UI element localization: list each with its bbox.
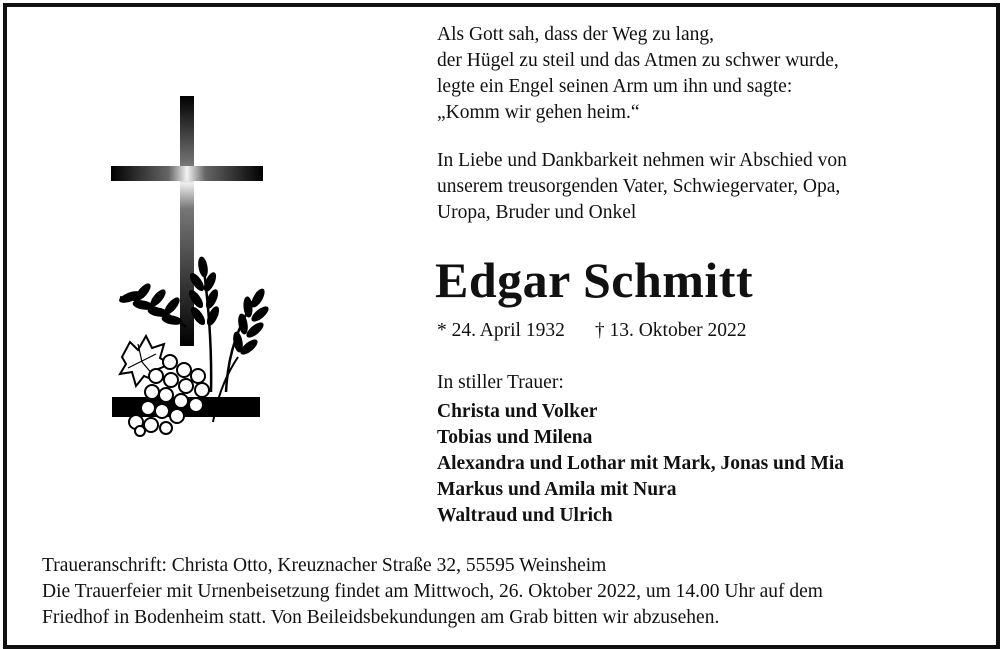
life-dates xyxy=(437,318,747,344)
funeral-info-line: Friedhof in Bodenheim statt. Von Beileidsbekundungen am Grab bitten wir abzusehen. xyxy=(42,607,720,628)
poem-verse xyxy=(437,22,839,126)
poem-line: der Hügel zu steil und das Atmen zu schwer wurde, xyxy=(437,50,839,71)
mourning-address: Traueranschrift: Christa Otto, Kreuznacher Straße 32, 55595 Weinsheim xyxy=(42,555,607,576)
intro-line: In Liebe und Dankbarkeit nehmen wir Abschied von xyxy=(437,150,847,171)
cross-horizontal-beam xyxy=(111,166,263,181)
birth-date: * 24. April 1932 xyxy=(437,320,565,341)
poem-line: „Komm wir gehen heim.“ xyxy=(437,102,640,123)
poem-line: legte ein Engel seinen Arm um ihn und sagte: xyxy=(437,76,793,97)
funeral-details xyxy=(42,553,972,631)
mourner-entry: Waltraud und Ulrich xyxy=(437,505,613,526)
cross-with-wheat-and-grapes-icon xyxy=(108,92,278,437)
farewell-intro xyxy=(437,148,847,226)
mourner-entry: Tobias und Milena xyxy=(437,427,593,448)
intro-line: unserem treusorgenden Vater, Schwiegervater, Opa, xyxy=(437,176,841,197)
mourner-entry: Alexandra und Lothar mit Mark, Jonas und Mia xyxy=(437,453,845,474)
mourner-entry: Markus und Amila mit Nura xyxy=(437,479,677,500)
death-date: † 13. Oktober 2022 xyxy=(594,320,747,341)
funeral-info-line: Die Trauerfeier mit Urnenbeisetzung findet am Mittwoch, 26. Oktober 2022, um 14.00 Uhr auf dem xyxy=(42,581,823,602)
mourner-entry: Christa und Volker xyxy=(437,401,598,422)
intro-line: Uropa, Bruder und Onkel xyxy=(437,202,637,223)
mourners-list xyxy=(437,399,844,529)
mourning-heading: In stiller Trauer: xyxy=(437,372,564,393)
poem-line: Als Gott sah, dass der Weg zu lang, xyxy=(437,24,714,45)
deceased-name: Edgar Schmitt xyxy=(435,252,754,308)
